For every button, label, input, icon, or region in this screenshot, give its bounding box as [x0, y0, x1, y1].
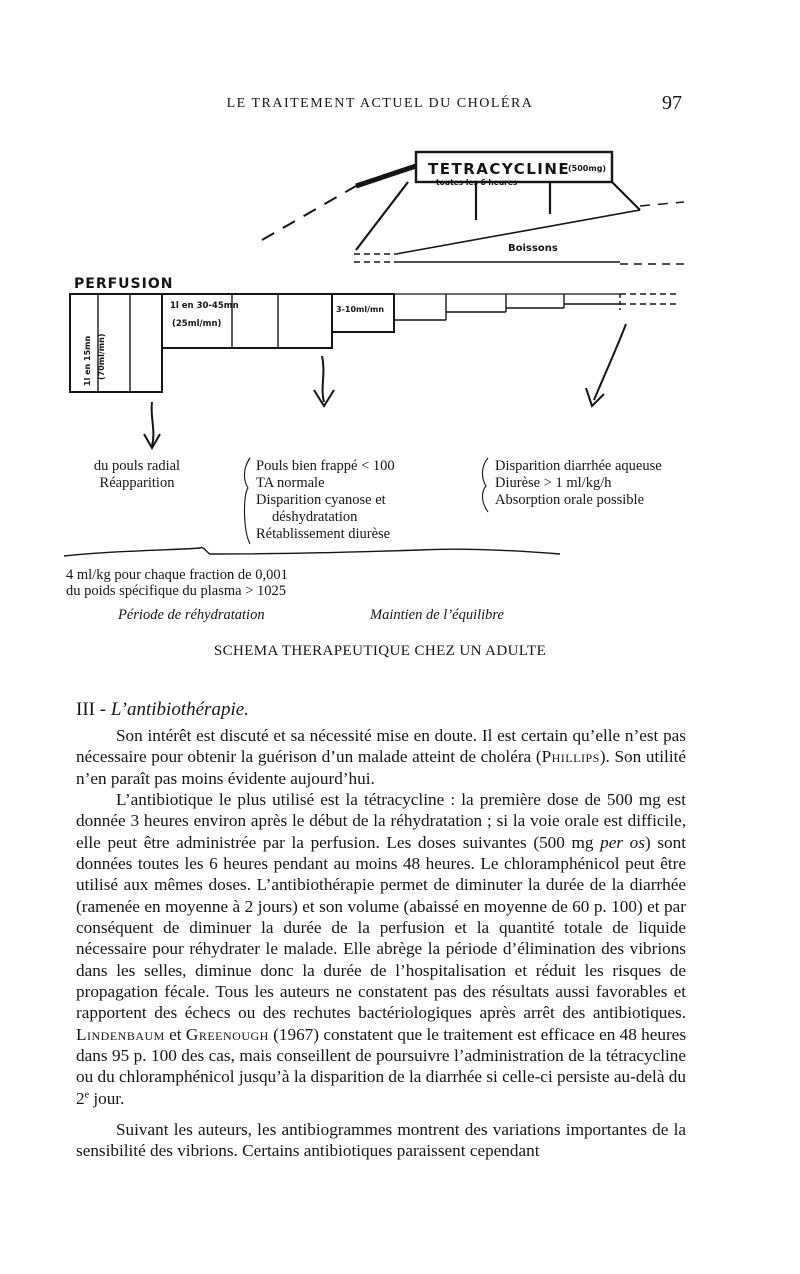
p2-text-a: L’antibiotique le plus utilisé est la tétracycline : la première dose de 500 mg est donnée 3 heures environ après le début de la réhydratation ; si la voie orale est difficile, elle peut être administrée par la perfusion. Les doses suivantes (500 mg [76, 790, 686, 852]
tetracycline-label: TETRACYCLINE [428, 160, 571, 178]
per-os: per os [600, 832, 645, 852]
plasma-note-line: 4 ml/kg pour chaque fraction de 0,001 [66, 567, 288, 583]
criteria-1-line: Réapparition [99, 475, 175, 491]
arrow-2 [314, 356, 334, 406]
p1-text-b: ). Son utilité n’en paraît pas moins évidente aujourd’hui. [76, 747, 686, 788]
figure-caption: SCHEMA THERAPEUTIQUE CHEZ UN ADULTE [213, 643, 547, 659]
author-greenough: Greenough [185, 1024, 269, 1044]
therapeutic-schema-diagram [0, 140, 800, 460]
criteria-2-line: Pouls bien frappé < 100 [256, 458, 395, 474]
tetracycline-dose: (500mg) [568, 164, 607, 173]
rate-second-sub: (25ml/mn) [172, 319, 222, 329]
rate-second: 1l en 30-45mn [170, 301, 239, 311]
page-number: 97 [662, 92, 682, 114]
boissons-label: Boissons [508, 243, 558, 254]
tetracycline-schedule: toutes les 6 heures [436, 178, 518, 187]
period-rehydration: Période de réhydratation [118, 607, 265, 623]
rate-initial: 1l en 15mn [83, 335, 92, 386]
arrow-1 [144, 402, 160, 448]
section-title: L’antibiothérapie. [110, 699, 249, 720]
criteria-3-line: Absorption orale possible [495, 492, 645, 508]
plasma-note-line: du poids spécifique du plasma > 1025 [66, 583, 287, 599]
superscript-e: e [84, 1089, 90, 1101]
criteria-3-line: Disparition diarrhée aqueuse [495, 458, 662, 474]
criteria-3-line: Diurèse > 1 ml/kg/h [495, 475, 612, 491]
horizontal-brace [64, 548, 560, 556]
rate-initial-sub: (70ml/mn) [97, 333, 106, 380]
p2-text-b: ) sont données toutes les 6 heures pendant au moins 48 heures. Le chloramphénicol peut être utilisé aux mêmes doses. L’antibiothérapie permet de diminuter la durée de la diarrhée (ramenée en moyenne à 2 jours) et son volume (abaissé en moyenne de 60 p. 100) et par conséquent de diminuer la durée de la perfusion et la quantité totale de liquide nécessaire pour réhydrater le malade. Elle abrège la période d’élimination des vibrions dans les selles, diminue donc la durée de l’hospitalisation et réduit les risques de propagation fécale. Tous les auteurs ne constatent pas des résultats aussi favorables et rapportent des échecs ou des rechutes bactériologiques après arrêt des antibiotiques. [76, 832, 686, 1023]
criteria-2-line: Rétablissement diurèse [256, 526, 391, 542]
criteria-2-line: Disparition cyanose et [256, 492, 386, 508]
arrow-3 [586, 324, 626, 406]
section-number: III - [76, 699, 107, 720]
author-phillips: Phillips [541, 747, 600, 767]
brace-left [244, 458, 250, 544]
p2-text-d: jour. [89, 1088, 125, 1108]
p2-text-c: (1967) constatent que le traitement est efficace en 48 heures dans 95 p. 100 des cas, mais conseillent de poursuivre l’administration de la tétracycline ou du chloramphénicol jusqu’à la disparition de la diarrhée si celle-ci persiste au-delà du 2 [76, 1024, 687, 1108]
criteria-2-line: déshydratation [272, 509, 358, 525]
section-heading [76, 699, 249, 721]
paragraph-1 [76, 725, 686, 789]
paragraph-3: Suivant les auteurs, les antibiogrammes montrent des variations importantes de la sensibilité des vibrions. Certains antibiotiques paraissent cependant [76, 1120, 686, 1161]
plasma-note [66, 567, 288, 599]
running-title: LE TRAITEMENT ACTUEL DU CHOLÉRA [226, 96, 534, 111]
perfusion-label: PERFUSION [74, 276, 174, 292]
paragraph-2 [76, 789, 686, 1109]
rate-third: 3-10ml/mn [336, 305, 385, 314]
criteria-1-line: du pouls radial [93, 458, 181, 474]
author-lindenbaum: Lindenbaum [76, 1024, 165, 1044]
brace-right [482, 458, 488, 512]
criteria-col-1 [62, 458, 212, 492]
p1-text-a: Son intérêt est discuté et sa nécessité mise en doute. Il est certain qu’elle n’est pas nécessaire pour obtenir la guérison d’un malade atteint de choléra ( [76, 726, 686, 767]
criteria-col-3 [495, 458, 695, 509]
criteria-2-line: TA normale [256, 475, 325, 491]
criteria-col-2 [256, 458, 466, 543]
period-maintenance: Maintien de l’équilibre [370, 607, 504, 623]
and-word: et [164, 1024, 186, 1044]
